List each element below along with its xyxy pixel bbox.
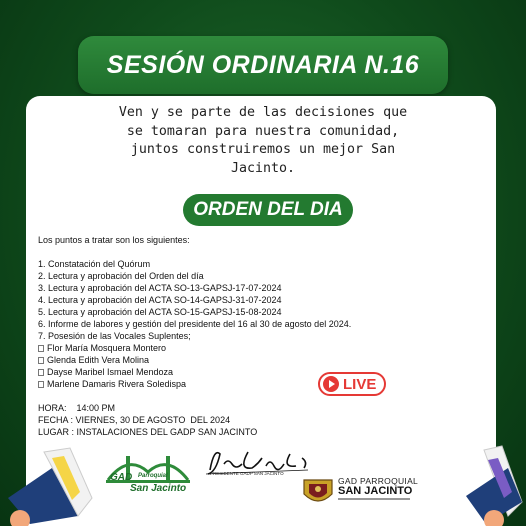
- agenda-item: 2. Lectura y aprobación del Orden del día: [38, 271, 204, 281]
- vocal-name: Dayse Maribel Ismael Mendoza: [47, 367, 174, 377]
- parish-seal-icon: [300, 474, 336, 508]
- gad-parroquial-name: SAN JACINTO: [338, 485, 413, 497]
- live-badge[interactable]: [318, 372, 386, 396]
- orden-del-dia-heading: ORDEN DEL DIA: [183, 194, 353, 226]
- hora-line: HORA: 14:00 PM: [38, 403, 116, 413]
- fecha-line: FECHA : VIERNES, 30 DE AGOSTO DEL 2024: [38, 415, 231, 425]
- intro-line: Ven y se parte de las decisiones que: [118, 105, 408, 120]
- vocal-item: [38, 378, 478, 390]
- vocal-item: [38, 366, 478, 378]
- gad-logo-script1: Parroquial: [138, 473, 168, 479]
- spacer: [38, 246, 478, 258]
- agenda-item: 5. Lectura y aprobación del ACTA SO-15-GAPSJ-15-08-2024: [38, 307, 282, 317]
- gad-parroquial-logo: [104, 450, 192, 514]
- agenda-item: 3. Lectura y aprobación del ACTA SO-13-GAPSJ-17-07-2024: [38, 283, 282, 293]
- agenda-intro: Los puntos a tratar son los siguientes:: [38, 235, 190, 245]
- intro-line: Jacinto.: [230, 160, 296, 176]
- live-label: LIVE: [343, 375, 377, 393]
- vocal-item: [38, 342, 478, 354]
- president-signature: [204, 444, 312, 484]
- bullet-box-icon: [38, 345, 44, 352]
- bullet-box-icon: [38, 357, 44, 364]
- megaphone-right-icon: [446, 440, 526, 526]
- intro-line: se tomaran para nuestra comunidad,: [126, 123, 400, 139]
- vocal-name: Marlene Damaris Rivera Soledispa: [47, 379, 187, 389]
- gad-logo-script2: San Jacinto: [130, 483, 187, 494]
- vocal-name: Flor María Mosquera Montero: [47, 343, 167, 353]
- signature-caption: PRESIDENTE GADP SAN JACINTO: [210, 471, 284, 476]
- play-icon: [323, 376, 339, 392]
- intro-line: juntos construiremos un mejor San: [130, 142, 396, 157]
- agenda-item: 7. Posesión de las Vocales Suplentes;: [38, 331, 191, 341]
- session-title: SESIÓN ORDINARIA N.16: [78, 36, 448, 94]
- bullet-box-icon: [38, 369, 44, 376]
- gad-parroquial-subline: [338, 498, 410, 500]
- agenda-list: [38, 234, 478, 390]
- bullet-box-icon: [38, 381, 44, 388]
- gad-parroquial-title: GAD PARROQUIAL: [338, 476, 419, 486]
- agenda-item: 4. Lectura y aprobación del ACTA SO-14-GAPSJ-31-07-2024: [38, 295, 282, 305]
- event-details: [38, 402, 478, 438]
- lugar-line: LUGAR : INSTALACIONES DEL GADP SAN JACINTO: [38, 427, 258, 437]
- agenda-item: 1. Constatación del Quórum: [38, 259, 151, 269]
- gad-logo-top: GAD: [110, 472, 133, 483]
- intro-text: [30, 104, 496, 178]
- agenda-item: 6. Informe de labores y gestión del presidente del 16 al 30 de agosto del 2024.: [38, 319, 352, 329]
- vocal-name: Glenda Edith Vera Molina: [47, 355, 150, 365]
- vocal-item: [38, 354, 478, 366]
- megaphone-left-icon: [0, 440, 100, 526]
